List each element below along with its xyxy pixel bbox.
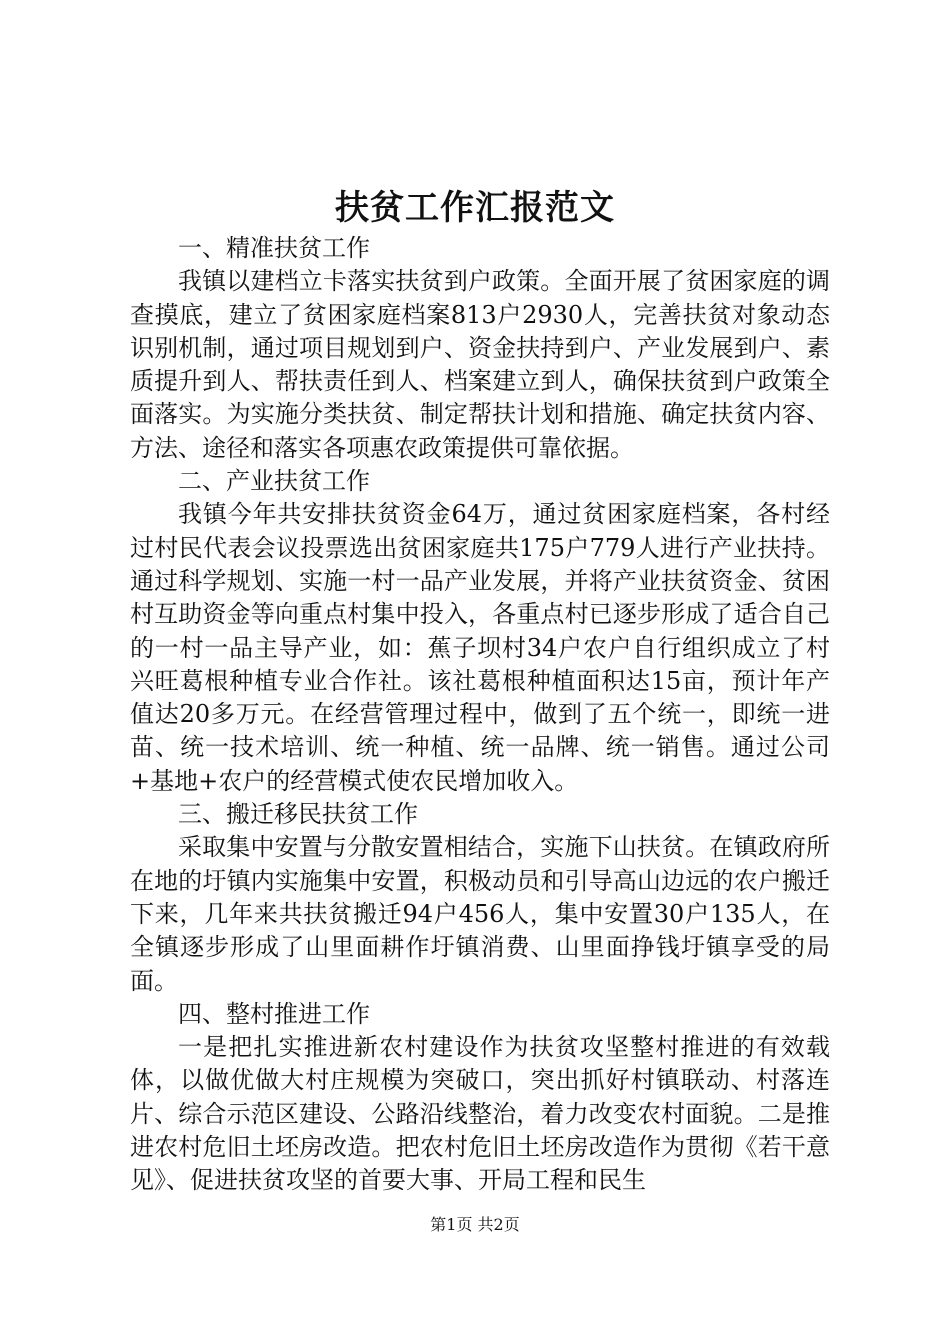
page-footer: 第1页 共2页	[430, 1215, 520, 1234]
section-heading-2: 二、产业扶贫工作	[178, 467, 370, 496]
section-heading-1: 一、精准扶贫工作	[178, 234, 370, 262]
document-body	[130, 232, 830, 1198]
section-heading-4: 四、整村推进工作	[178, 999, 370, 1028]
section-paragraph-3: 采取集中安置与分散安置相结合，实施下山扶贫。在镇政府所在地的圩镇内实施集中安置，积极动员和引导高山边远的农户搬迁下来，几年来共扶贫搬迁94户456人，集中安置30户135人，在全镇逐步形成了山里面耕作圩镇消费、山里面挣钱圩镇享受的局面。	[130, 833, 830, 995]
section-paragraph-4: 一是把扎实推进新农村建设作为扶贫攻坚整村推进的有效载体，以做优做大村庄规模为突破口，突出抓好村镇联动、村落连片、综合示范区建设、公路沿线整治，着力改变农村面貌。二是推进农村危旧土坯房改造。把农村危旧土坯房改造作为贯彻《若干意见》、促进扶贫攻坚的首要大事、开局工程和民生	[130, 1033, 830, 1195]
section-paragraph-1: 我镇以建档立卡落实扶贫到户政策。全面开展了贫困家庭的调查摸底，建立了贫困家庭档案813户2930人，完善扶贫对象动态识别机制，通过项目规划到户、资金扶持到户、产业发展到户、素质提升到人、帮扶责任到人、档案建立到人，确保扶贫到户政策全面落实。为实施分类扶贫、制定帮扶计划和措施、确定扶贫内容、方法、途径和落实各项惠农政策提供可靠依据。	[130, 267, 830, 462]
section-heading-3: 三、搬迁移民扶贫工作	[178, 800, 418, 829]
document-title: 扶贫工作汇报范文	[335, 188, 615, 228]
section-paragraph-2: 我镇今年共安排扶贫资金64万，通过贫困家庭档案，各村经过村民代表会议投票选出贫困家庭共175户779人进行产业扶持。通过科学规划、实施一村一品产业发展，并将产业扶贫资金、贫困村互助资金等向重点村集中投入，各重点村已逐步形成了适合自己的一村一品主导产业，如：蕉子坝村34户农户自行组织成立了村兴旺葛根种植专业合作社。该社葛根种植面积达15亩，预计年产值达20多万元。在经营管理过程中，做到了五个统一，即统一进苗、统一技术培训、统一种植、统一品牌、统一销售。通过公司+基地+农户的经营模式使农民增加收入。	[130, 500, 830, 795]
